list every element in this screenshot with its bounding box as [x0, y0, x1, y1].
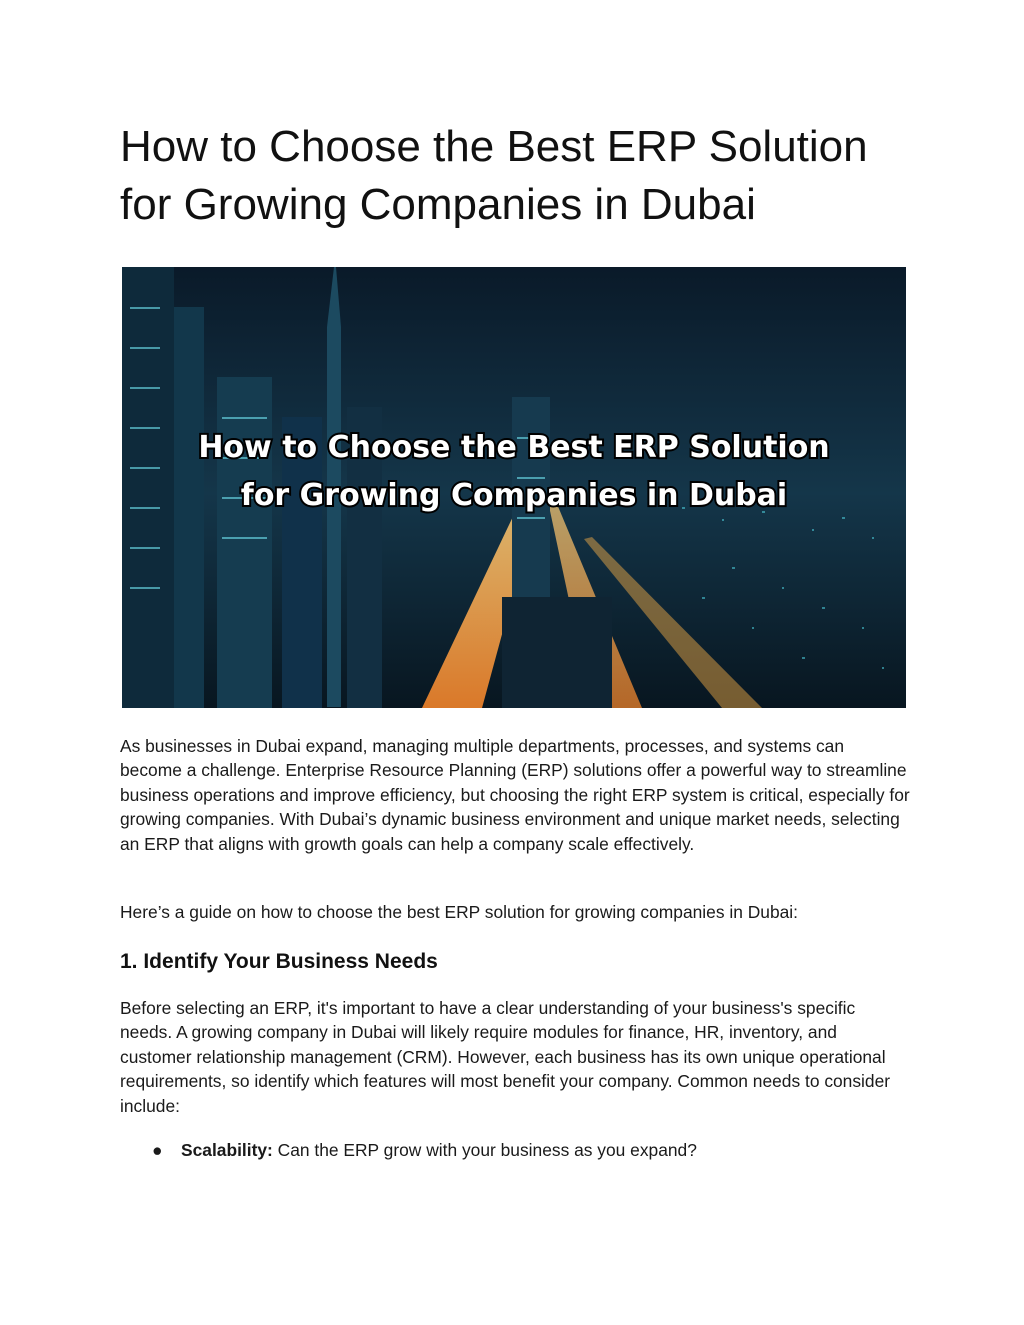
- intro-paragraph: As businesses in Dubai expand, managing multiple departments, processes, and systems can become a challenge. Enterprise Resource Planning (ERP) solutions offer a powerful way to streamline business operations and improve efficiency, but choosing the right ERP system is critical, especially for growing companies. With Dubai’s dynamic business environment and unique market needs, selecting an ERP that aligns with growth goals can help a company scale effectively.: [120, 736, 910, 854]
- document-title: How to Choose the Best ERP Solution for Growing Companies in Dubai: [120, 122, 868, 229]
- hero-overlay-line1: How to Choose the Best ERP Solution: [198, 430, 830, 465]
- section-paragraph: Before selecting an ERP, it's important to have a clear understanding of your business's specific needs. A growing company in Dubai will likely require modules for finance, HR, inventory, and customer relationship management (CRM). However, each business has its own unique operational requirements, so identify which features will most benefit your company. Common needs to consider include:: [120, 998, 891, 1116]
- dubai-skyline-illustration: [122, 267, 906, 708]
- bullet-label: Scalability:: [181, 1140, 273, 1160]
- guide-intro-paragraph: Here’s a guide on how to choose the best ERP solution for growing companies in Dubai:: [120, 902, 798, 922]
- section-heading: 1. Identify Your Business Needs: [120, 950, 438, 973]
- hero-overlay-line2: for Growing Companies in Dubai: [240, 478, 788, 513]
- bullet-list: [120, 1138, 910, 1162]
- list-item: [120, 1138, 910, 1162]
- bullet-text: Can the ERP grow with your business as you expand?: [272, 1140, 697, 1160]
- bullet-icon: ●: [152, 1140, 163, 1160]
- hero-image: [122, 267, 906, 708]
